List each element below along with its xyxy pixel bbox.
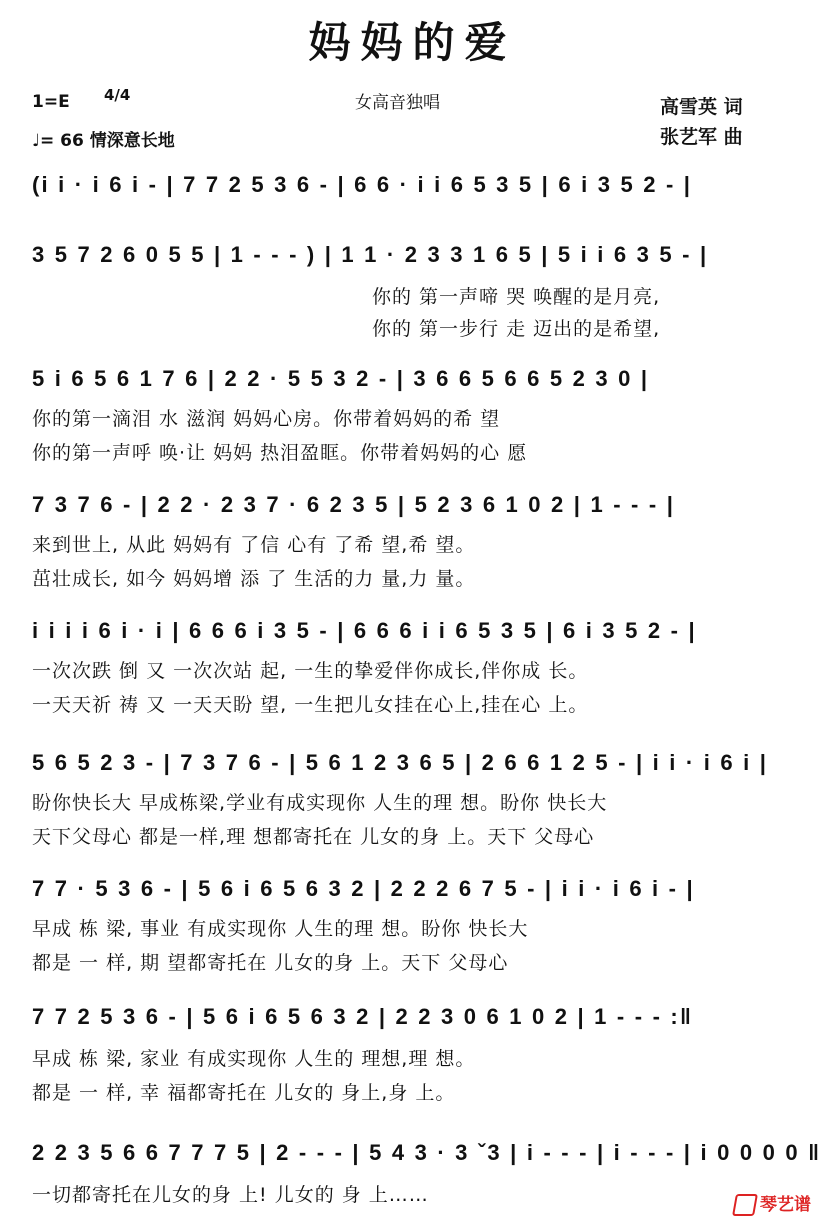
lyric-line-3a: 你的第一滴泪 水 滋润 妈妈心房。你带着妈妈的希 望 [32,408,501,430]
lyric-line-7a: 早成 栋 梁, 事业 有成实现你 人生的理 想。盼你 快长大 [32,918,529,940]
key-signature: 1=E [32,92,70,112]
lyric-line-4a: 来到世上, 从此 妈妈有 了信 心有 了希 望,希 望。 [32,534,476,556]
time-signature [104,88,130,102]
composer-credit: 张艺军 曲 [660,126,743,148]
song-title: 妈妈的爱 [308,18,517,67]
lyric-line-9a: 一切都寄托在儿女的身 上! 儿女的 身 上…… [32,1184,429,1206]
lyricist-credit: 高雪英 词 [660,96,743,118]
time-signature-text: 4/4 [104,86,131,104]
score-line-5: i i i i 6 i · i | 6 6 6 i 3 5 - | 6 6 6 i i 6 5 3 5 | 6 i 3 5 2 - | [32,618,697,643]
score-line-9: 2 2 3 5 6 6 7 7 7 5 | 2 - - - | 5 4 3 · 3 ˇ3 | i - - - | i - - - | i 0 0 0 0 ‖ [32,1140,822,1165]
score-line-4: 7 3 7 6 - | 2 2 · 2 3 7 · 6 2 3 5 | 5 2 3 6 1 0 2 | 1 - - - | [32,492,676,517]
lyric-line-3b: 你的第一声呼 唤·让 妈妈 热泪盈眶。你带着妈妈的心 愿 [32,442,528,464]
tempo-marking: ♩= 66 情深意长地 [32,131,175,151]
lyric-line-2a: 你的 第一声啼 哭 唤醒的是月亮, [372,286,661,308]
score-line-7: 7 7 · 5 3 6 - | 5 6 i 6 5 6 3 2 | 2 2 2 6 7 5 - | i i · i 6 i - | [32,876,695,901]
lyric-line-8b: 都是 一 样, 幸 福都寄托在 儿女的 身上,身 上。 [32,1082,456,1104]
lyric-line-7b: 都是 一 样, 期 望都寄托在 儿女的身 上。天下 父母心 [32,952,509,974]
lyric-line-5a: 一次次跌 倒 又 一次次站 起, 一生的挚爱伴你成长,伴你成 长。 [32,660,589,682]
lyric-line-6b: 天下父母心 都是一样,理 想都寄托在 儿女的身 上。天下 父母心 [32,826,595,848]
performance-subtitle: 女高音独唱 [355,93,440,113]
logo-icon [732,1194,758,1216]
lyric-line-4b: 茁壮成长, 如今 妈妈增 添 了 生活的力 量,力 量。 [32,568,476,590]
lyric-line-2b: 你的 第一步行 走 迈出的是希望, [372,318,661,340]
lyric-line-5b: 一天天祈 祷 又 一天天盼 望, 一生把儿女挂在心上,挂在心 上。 [32,694,589,716]
site-logo [734,1190,811,1216]
score-line-1: (i i · i 6 i - | 7 7 2 5 3 6 - | 6 6 · i i 6 5 3 5 | 6 i 3 5 2 - | [32,172,693,197]
score-line-6: 5 6 5 2 3 - | 7 3 7 6 - | 5 6 1 2 3 6 5 | 2 6 6 1 2 5 - | i i · i 6 i | [32,750,769,775]
score-line-3: 5 i 6 5 6 1 7 6 | 2 2 · 5 5 3 2 - | 3 6 6 5 6 6 5 2 3 0 | [32,366,650,391]
logo-text: 琴艺谱 [760,1195,811,1215]
score-line-8: 7 7 2 5 3 6 - | 5 6 i 6 5 6 3 2 | 2 2 3 0 6 1 0 2 | 1 - - - :‖ [32,1004,694,1029]
score-line-2: 3 5 7 2 6 0 5 5 | 1 - - - ) | 1 1 · 2 3 3 1 6 5 | 5 i i 6 3 5 - | [32,242,709,267]
lyric-line-6a: 盼你快长大 早成栋梁,学业有成实现你 人生的理 想。盼你 快长大 [32,792,608,814]
lyric-line-8a: 早成 栋 梁, 家业 有成实现你 人生的 理想,理 想。 [32,1048,476,1070]
